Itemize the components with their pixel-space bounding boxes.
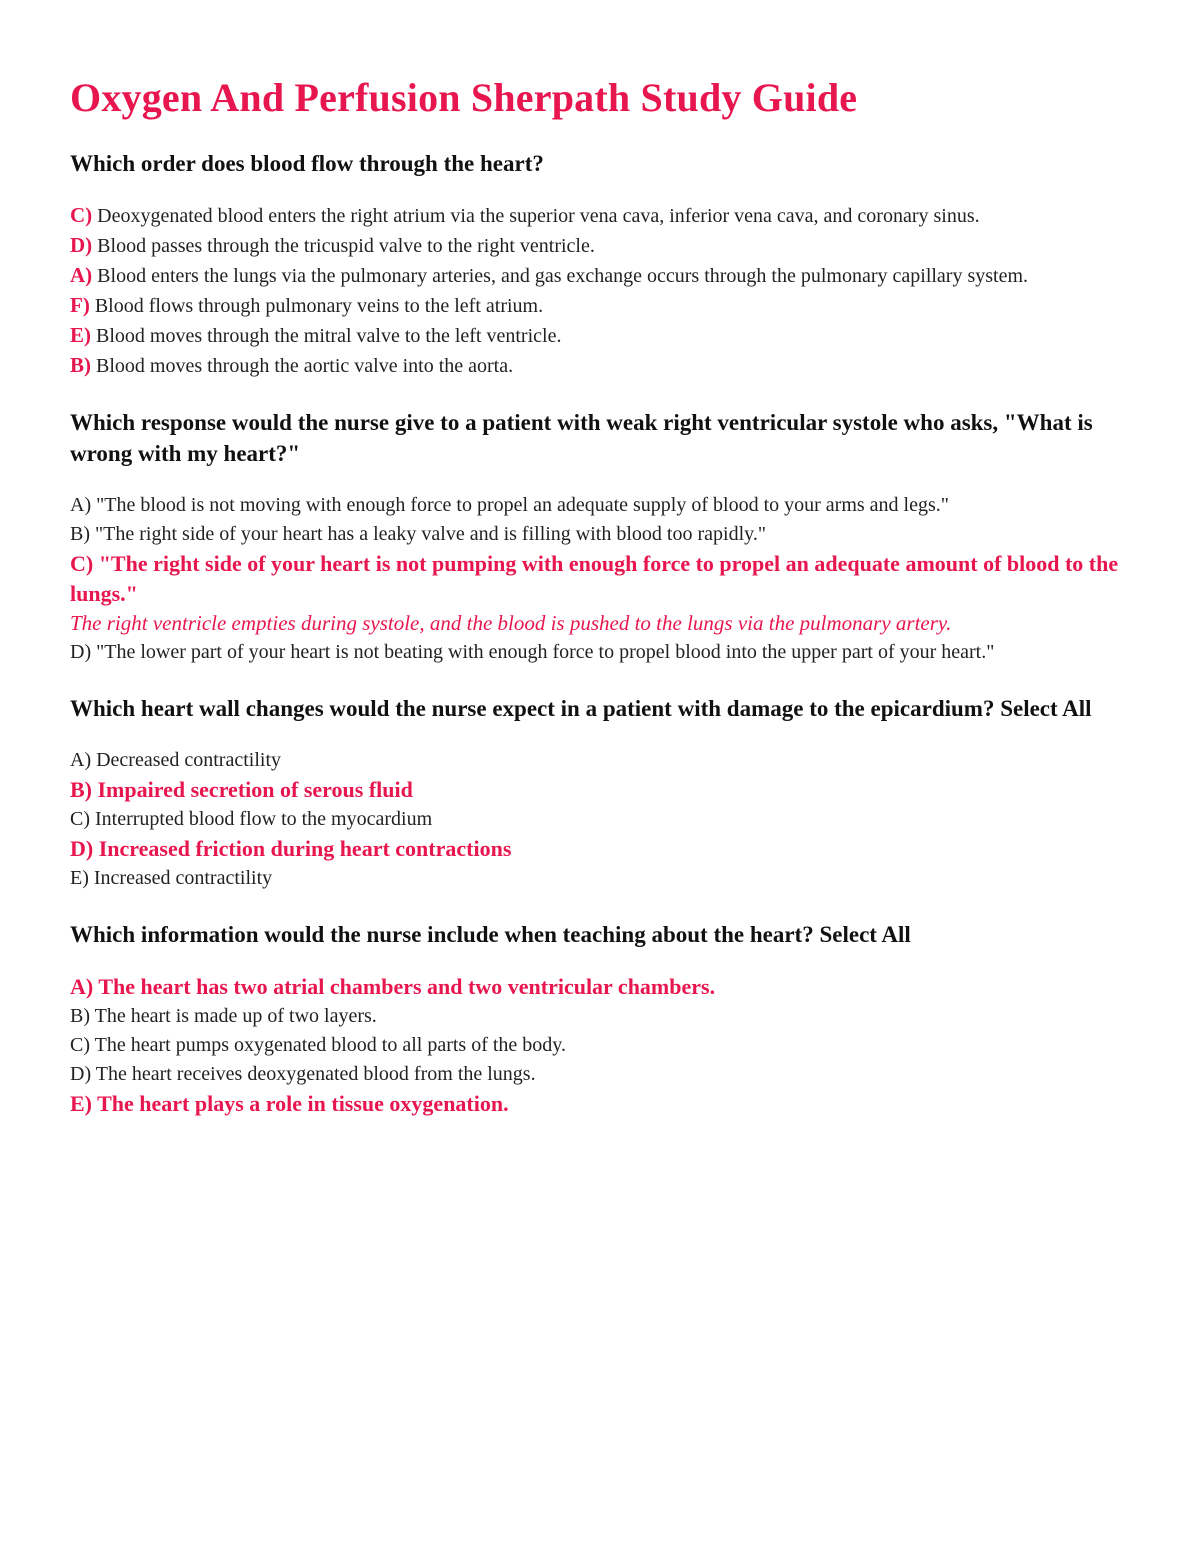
correct-answer-item: B) Impaired secretion of serous fluid bbox=[70, 777, 413, 802]
answer-item: C) Interrupted blood flow to the myocardium bbox=[70, 808, 433, 830]
answer-text: Blood flows through pulmonary veins to the left atrium. bbox=[89, 295, 544, 317]
answer-item: A) Decreased contractility bbox=[70, 749, 282, 771]
answer-list-2 bbox=[70, 491, 1132, 667]
question-1: Which order does blood flow through the heart? bbox=[70, 151, 544, 176]
question-2: Which response would the nurse give to a patient with weak right ventricular systole who asks, "What is wrong with my heart?" bbox=[70, 410, 1093, 466]
answer-item: B) The heart is made up of two layers. bbox=[70, 1005, 377, 1027]
answer-item bbox=[70, 201, 1132, 231]
document-title: Oxygen And Perfusion Sherpath Study Guide bbox=[70, 75, 858, 120]
correct-answer-item: A) The heart has two atrial chambers and two ventricular chambers. bbox=[70, 974, 716, 999]
answer-letter: F) bbox=[70, 293, 90, 317]
answer-item bbox=[70, 351, 1132, 381]
answer-item: E) Increased contractility bbox=[70, 867, 273, 889]
answer-list-4 bbox=[70, 972, 1132, 1119]
answer-text: Blood passes through the tricuspid valve to the right ventricle. bbox=[92, 235, 595, 257]
answer-rationale: The right ventricle empties during systole, and the blood is pushed to the lungs via the pulmonary artery. bbox=[70, 611, 952, 635]
correct-answer-item: C) "The right side of your heart is not pumping with enough force to propel an adequate amount of blood to the lungs." bbox=[70, 551, 1119, 606]
question-4: Which information would the nurse include when teaching about the heart? Select All bbox=[70, 922, 911, 947]
answer-item: A) "The blood is not moving with enough force to propel an adequate supply of blood to your arms and legs." bbox=[70, 494, 949, 516]
answer-item: B) "The right side of your heart has a leaky valve and is filling with blood too rapidly." bbox=[70, 523, 766, 545]
document-page bbox=[70, 70, 1132, 1145]
correct-answer-item: D) Increased friction during heart contractions bbox=[70, 836, 512, 861]
answer-item bbox=[70, 321, 1132, 351]
answer-list-1 bbox=[70, 201, 1132, 381]
answer-item bbox=[70, 291, 1132, 321]
answer-text: Deoxygenated blood enters the right atrium via the superior vena cava, inferior vena cava, and coronary sinus. bbox=[92, 205, 980, 227]
answer-letter: A) bbox=[70, 263, 93, 287]
answer-item: D) "The lower part of your heart is not beating with enough force to propel blood into the upper part of your heart." bbox=[70, 641, 995, 663]
answer-letter: C) bbox=[70, 203, 93, 227]
answer-item: D) The heart receives deoxygenated blood from the lungs. bbox=[70, 1063, 536, 1085]
answer-list-3 bbox=[70, 746, 1132, 893]
answer-item bbox=[70, 261, 1132, 291]
answer-text: Blood enters the lungs via the pulmonary arteries, and gas exchange occurs through the pulmonary capillary system. bbox=[92, 265, 1029, 287]
answer-letter: B) bbox=[70, 353, 91, 377]
question-3: Which heart wall changes would the nurse expect in a patient with damage to the epicardium? Select All bbox=[70, 696, 1092, 721]
answer-item bbox=[70, 231, 1132, 261]
correct-answer-item: E) The heart plays a role in tissue oxygenation. bbox=[70, 1091, 509, 1116]
answer-letter: E) bbox=[70, 323, 91, 347]
answer-text: Blood moves through the mitral valve to the left ventricle. bbox=[91, 325, 562, 347]
answer-letter: D) bbox=[70, 233, 93, 257]
answer-item: C) The heart pumps oxygenated blood to all parts of the body. bbox=[70, 1034, 567, 1056]
answer-text: Blood moves through the aortic valve into the aorta. bbox=[91, 355, 514, 377]
